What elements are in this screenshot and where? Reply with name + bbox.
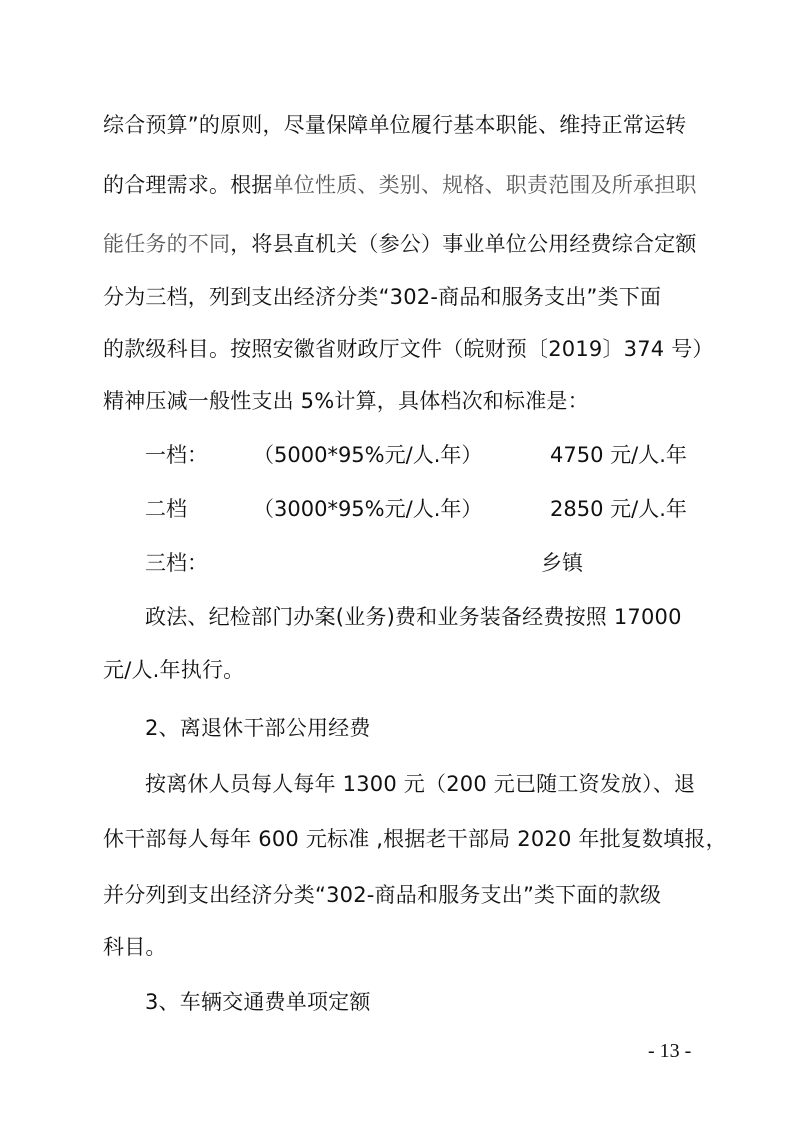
tier-formula: （3000*95%元/人.年） (253, 497, 483, 521)
section-heading-3: 3、车辆交通费单项定额 (145, 990, 371, 1014)
paragraph1-line6: 精神压减一般性支出 5%计算，具体档次和标准是： (103, 389, 589, 413)
paragraph1-line3 (103, 229, 697, 259)
paragraph1-line2-highlight: 单位性质、类别、规格、职责范围及所承担职 (272, 173, 697, 197)
tier-amount: 2850 元/人.年 (550, 497, 687, 521)
paragraph1-line3-text: ，将县直机关（参公）事业单位公用经费综合定额 (230, 232, 697, 256)
paragraph3-line1: 按离休人员每人每年 1300 元（200 元已随工资发放）、退 (145, 772, 696, 796)
paragraph1-line2 (103, 170, 697, 200)
paragraph1-line2-text: 的合理需求。根据 (103, 173, 273, 197)
paragraph3-line2: 休干部每人每年 600 元标准 ,根据老干部局 2020 年批复数填报， (103, 827, 727, 851)
paragraph3-line3: 并分列到支出经济分类“302-商品和服务支出”类下面的款级 (103, 883, 662, 907)
paragraph1-line4: 分为三档，列到支出经济分类“302-商品和服务支出”类下面 (103, 285, 662, 309)
tier-amount: 乡镇 (541, 551, 583, 575)
paragraph1-line3-highlight: 能任务的不同 (103, 232, 231, 256)
tier-label: 三档： (145, 551, 208, 575)
section-heading-2: 2、离退休干部公用经费 (145, 716, 371, 740)
tier-formula: （5000*95%元/人.年） (253, 443, 483, 467)
paragraph2-line1: 政法、纪检部门办案(业务)费和业务装备经费按照 17000 (145, 605, 682, 629)
paragraph2-line2: 元/人.年执行。 (103, 658, 245, 682)
tier-amount: 4750 元/人.年 (550, 443, 687, 467)
paragraph1-line5: 的款级科目。按照安徽省财政厅文件（皖财预〔2019〕374 号） (103, 337, 714, 361)
paragraph3-line4: 科目。 (103, 935, 167, 959)
page-number: - 13 - (648, 1040, 692, 1062)
paragraph1-line1: 综合预算”的原则，尽量保障单位履行基本职能、维持正常运转 (103, 113, 687, 137)
tier-label: 二档 (145, 497, 187, 521)
tier-label: 一档： (145, 443, 208, 467)
